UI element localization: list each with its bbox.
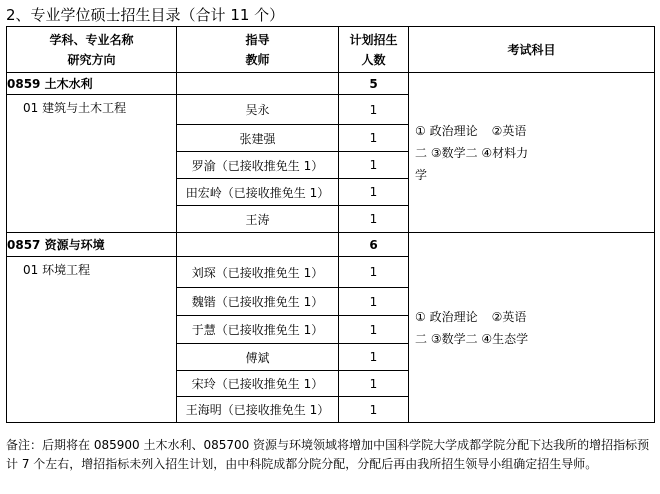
advisor-count: 1	[339, 257, 409, 288]
advisor-count: 1	[339, 152, 409, 179]
advisor-count: 1	[339, 316, 409, 344]
advisor-name: 宋玲（已接收推免生 1）	[177, 371, 339, 397]
advisor-count: 1	[339, 288, 409, 316]
advisor-count: 1	[339, 371, 409, 397]
advisor-count: 1	[339, 397, 409, 423]
header-exam: 考试科目	[409, 27, 655, 73]
empty-cell	[177, 73, 339, 95]
page-title: 2、专业学位硕士招生目录（合计 11 个）	[6, 6, 285, 24]
program-total: 6	[339, 233, 409, 257]
program-code: 0857 资源与环境	[7, 233, 177, 257]
advisor-count: 1	[339, 206, 409, 233]
advisor-name: 傅斌	[177, 344, 339, 371]
program-row	[7, 233, 655, 257]
advisor-name: 罗渝（已接收推免生 1）	[177, 152, 339, 179]
research-direction: 01 环境工程	[7, 257, 177, 423]
advisor-name: 于慧（已接收推免生 1）	[177, 316, 339, 344]
header-subject: 学科、专业名称 研究方向	[7, 27, 177, 73]
research-direction: 01 建筑与土木工程	[7, 95, 177, 233]
advisor-name: 吴永	[177, 95, 339, 125]
advisor-count: 1	[339, 179, 409, 206]
advisor-count: 1	[339, 344, 409, 371]
advisor-name: 刘琛（已接收推免生 1）	[177, 257, 339, 288]
program-code: 0859 土木水利	[7, 73, 177, 95]
admissions-table	[6, 26, 655, 423]
table-header-row	[7, 27, 655, 73]
advisor-name: 田宏岭（已接收推免生 1）	[177, 179, 339, 206]
advisor-name: 张建强	[177, 125, 339, 152]
header-advisor: 指导 教师	[177, 27, 339, 73]
advisor-name: 魏锴（已接收推免生 1）	[177, 288, 339, 316]
advisor-name: 王涛	[177, 206, 339, 233]
footnote: 备注：后期将在 085900 土木水利、085700 资源与环境领域将增加中国科学院大学成都学院分配下达我所的增招指标预计 7 个左右，增招指标未列入招生计划，由中科院成都分院分配，分配后再由我所招生领导小组确定招生导师。	[6, 438, 650, 471]
exam-subjects: ① 政治理论 ②英语 二 ③数学二 ④生态学	[409, 233, 655, 423]
advisor-count: 1	[339, 125, 409, 152]
program-total: 5	[339, 73, 409, 95]
program-row	[7, 73, 655, 95]
advisor-count: 1	[339, 95, 409, 125]
advisor-name: 王海明（已接收推免生 1）	[177, 397, 339, 423]
exam-subjects: ① 政治理论 ②英语 二 ③数学二 ④材料力 学	[409, 73, 655, 233]
empty-cell	[177, 233, 339, 257]
header-quota: 计划招生 人数	[339, 27, 409, 73]
